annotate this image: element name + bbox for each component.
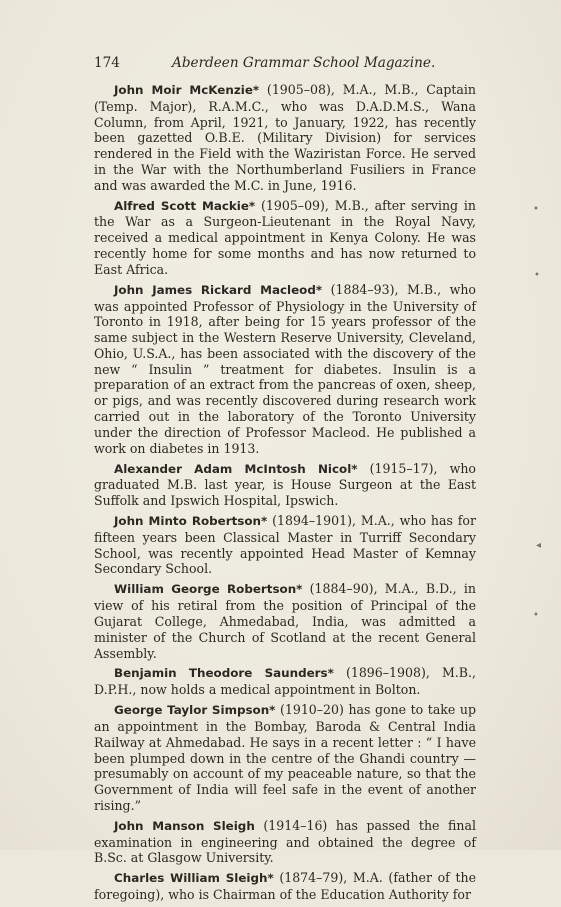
entry-name: George Taylor Simpson* bbox=[114, 703, 276, 718]
entry-name: Alfred Scott Mackie* bbox=[114, 198, 256, 213]
entry-name: John Moir McKenzie* bbox=[114, 83, 260, 97]
entry-text: (1884–90), M.A., B.D., in view of his retiral from the position of Principal of the Gujarat College, Ahmedabad, India, was admitted a minister of the Church of Scotland at the recent General Assembly. bbox=[94, 581, 476, 661]
running-header bbox=[94, 55, 475, 71]
entry-name: John Manson Sleigh bbox=[114, 818, 255, 833]
margin-speck: ◂ bbox=[536, 540, 542, 551]
magazine-title: Aberdeen Grammar School Magazine. bbox=[172, 55, 436, 71]
entry-paragraph bbox=[94, 513, 476, 577]
entry-text: (1894–1901), M.A., who has for fifteen years been Classical Master in Turriff Secondary School, was recently appointed Head Master of Kemnay Secondary School. bbox=[94, 513, 476, 577]
page-number: 174 bbox=[94, 55, 120, 71]
entry-text: (1905–09), M.B., after serving in the War as a Surgeon-Lieutenant in the Royal Navy, received a medical appointment in Kenya Colony. He was recently home for some months and has now returned to East Africa. bbox=[94, 197, 476, 277]
entry-text: (1896–1908), M.B., D.P.H., now holds a medical appointment in Bolton. bbox=[94, 665, 476, 698]
margin-speck: • bbox=[533, 610, 539, 621]
entry-paragraph bbox=[94, 870, 476, 903]
entry-text: (1874–79), M.A. (father of the foregoing), who is Chairman of the Education Authority for bbox=[94, 870, 476, 903]
entry-paragraph bbox=[94, 461, 476, 509]
entry-text: (1914–16) has passed the final examination in engineering and obtained the degree of B.Sc. at Glasgow University. bbox=[94, 817, 476, 866]
entry-paragraph bbox=[94, 282, 476, 457]
entry-paragraph bbox=[94, 82, 476, 193]
entry-paragraph bbox=[94, 818, 476, 866]
entry-text: (1905–08), M.A., M.B., Captain (Temp. Major), R.A.M.C., who was D.A.D.M.S., Wana Column, from April, 1921, to January, 1922, has recently been gazetted O.B.E. (Military Division) for services rendered in the Field with the Waziristan Force. He served in the War with the Northumberland Fusiliers in France and was awarded the M.C. in June, 1916. bbox=[94, 82, 476, 193]
entry-name: John Minto Robertson* bbox=[114, 514, 268, 529]
entry-text: (1910–20) has gone to take up an appointment in the Bombay, Baroda & Central India Railway at Ahmedabad. He says in a recent letter : “ I have been plumped down in the centre of the Ghandi country —presumably on account of my peaceable nature, so that the Government of India will feel safe in the event of another rising.” bbox=[94, 702, 476, 813]
entry-text: (1884–93), M.B., who was appointed Professor of Physiology in the University of Toronto in 1918, after being for 15 years professor of the same subject in the Western Reserve University, Cleveland, Ohio, U.S.A., has been associated with the discovery of the new “ Insulin ” treatment for diabetes. Insulin is a preparation of an extract from the pancreas of oxen, sheep, or pigs, and was recently discovered during research work carried out in the laboratory of the Toronto University under the direction of Professor Macleod. He published a work on diabetes in 1913. bbox=[94, 281, 476, 456]
entry-name: John James Rickard Macleod* bbox=[114, 282, 323, 297]
entry-name: Charles William Sleigh* bbox=[114, 871, 274, 886]
entry-paragraph bbox=[94, 581, 476, 661]
entry-paragraph bbox=[94, 198, 476, 278]
body-text bbox=[94, 82, 476, 907]
entry-paragraph bbox=[94, 665, 476, 698]
entry-paragraph bbox=[94, 702, 476, 813]
margin-speck: • bbox=[533, 204, 539, 215]
entry-name: Benjamin Theodore Saunders* bbox=[114, 666, 334, 681]
entry-name: William George Robertson* bbox=[114, 582, 303, 597]
margin-speck: • bbox=[534, 270, 540, 281]
entry-name: Alexander Adam McIntosh Nicol* bbox=[114, 461, 358, 476]
entry-text: (1915–17), who graduated M.B. last year, is House Surgeon at the East Suffolk and Ipswich Hospital, Ipswich. bbox=[94, 460, 476, 509]
